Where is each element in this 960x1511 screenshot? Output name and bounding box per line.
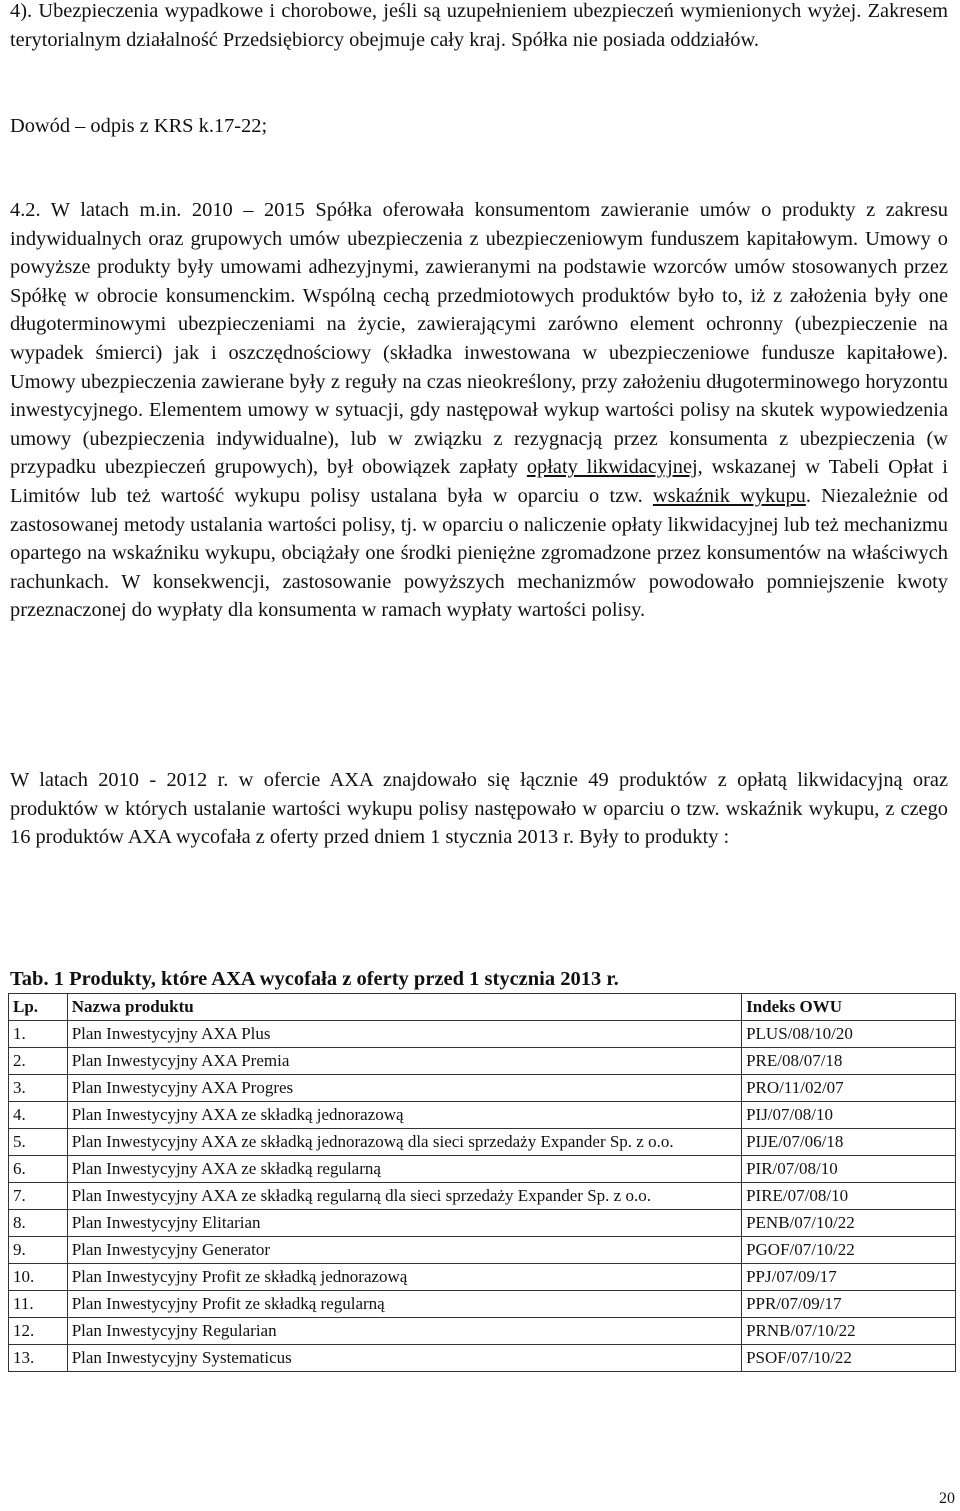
paragraph-evidence: Dowód – odpis z KRS k.17-22;: [10, 115, 268, 137]
cell-lp: 4.: [9, 1102, 68, 1129]
cell-owu-index: PRO/11/02/07: [742, 1075, 956, 1102]
cell-product-name: Plan Inwestycyjny Systematicus: [67, 1345, 741, 1372]
table-header-row: [9, 994, 956, 1021]
cell-owu-index: PPR/07/09/17: [742, 1291, 956, 1318]
header-lp: Lp.: [9, 994, 68, 1021]
table-row: [9, 1210, 956, 1237]
header-product-name: Nazwa produktu: [67, 994, 741, 1021]
cell-product-name: Plan Inwestycyjny AXA Progres: [67, 1075, 741, 1102]
section-text-part-2: , wskazanej w Tabeli Opłat i Limitów lub też wartość wykupu polisy ustalana była w oparciu o tzw.: [10, 456, 948, 507]
table-row: [9, 1075, 956, 1102]
cell-owu-index: PPJ/07/09/17: [742, 1264, 956, 1291]
cell-owu-index: PIJE/07/06/18: [742, 1129, 956, 1156]
cell-product-name: Plan Inwestycyjny AXA Plus: [67, 1021, 741, 1048]
cell-owu-index: PLUS/08/10/20: [742, 1021, 956, 1048]
cell-lp: 9.: [9, 1237, 68, 1264]
cell-lp: 6.: [9, 1156, 68, 1183]
cell-owu-index: PSOF/07/10/22: [742, 1345, 956, 1372]
cell-lp: 1.: [9, 1021, 68, 1048]
cell-lp: 5.: [9, 1129, 68, 1156]
page-number: 20: [939, 1490, 955, 1507]
cell-product-name: Plan Inwestycyjny Profit ze składką jednorazową: [67, 1264, 741, 1291]
cell-owu-index: PIRE/07/08/10: [742, 1183, 956, 1210]
table-row: [9, 1048, 956, 1075]
cell-product-name: Plan Inwestycyjny AXA ze składką jednorazową dla sieci sprzedaży Expander Sp. z o.o.: [67, 1129, 741, 1156]
cell-owu-index: PGOF/07/10/22: [742, 1237, 956, 1264]
header-owu-index: Indeks OWU: [742, 994, 956, 1021]
cell-lp: 11.: [9, 1291, 68, 1318]
cell-product-name: Plan Inwestycyjny Profit ze składką regularną: [67, 1291, 741, 1318]
table-row: [9, 1183, 956, 1210]
cell-product-name: Plan Inwestycyjny AXA Premia: [67, 1048, 741, 1075]
cell-owu-index: PRE/08/07/18: [742, 1048, 956, 1075]
cell-owu-index: PENB/07/10/22: [742, 1210, 956, 1237]
cell-lp: 12.: [9, 1318, 68, 1345]
table-row: [9, 1237, 956, 1264]
cell-product-name: Plan Inwestycyjny Regularian: [67, 1318, 741, 1345]
term-wskaznik-wykupu: wskaźnik wykupu: [652, 484, 806, 507]
section-text-part-3: . Niezależnie od zastosowanej metody ustalania wartości polisy, tj. w oparciu o naliczenie opłaty likwidacyjnej lub też mechanizmu opartego na wskaźniku wykupu, obciążały one środki pieniężne zgromadzone przez konsumentów na właściwych rachunkach. W konsekwencji, zastosowanie powyższych mechanizmów powodowało pomniejszenie kwoty przeznaczonej do wypłaty dla konsumenta w ramach wypłaty wartości polisy.: [10, 484, 949, 622]
table-row: [9, 1318, 956, 1345]
cell-lp: 7.: [9, 1183, 68, 1210]
table-row: [9, 1156, 956, 1183]
cell-product-name: Plan Inwestycyjny Elitarian: [67, 1210, 741, 1237]
cell-product-name: Plan Inwestycyjny Generator: [67, 1237, 741, 1264]
table-title: Tab. 1 Produkty, które AXA wycofała z oferty przed 1 stycznia 2013 r.: [10, 968, 619, 990]
cell-lp: 3.: [9, 1075, 68, 1102]
table-row: [9, 1021, 956, 1048]
section-text-part-1: 4.2. W latach m.in. 2010 – 2015 Spółka oferowała konsumentom zawieranie umów o produkty z zakresu indywidualnych oraz grupowych umów ubezpieczenia z ubezpieczeniowym funduszem kapitałowym. Umowy o powyższe produkty były umowami adhezyjnymi, zawieranymi na podstawie wzorców umów stosowanych przez Spółkę w obrocie konsumenckim. Wspólną cechą przedmiotowych produktów było to, iż z założenia były one długoterminowymi ubezpieczeniami na życie, zawierającymi zarówno element ochronny (ubezpieczenie na wypadek śmierci) jak i oszczędnościowy (składka inwestowana w ubezpieczeniowe fundusze kapitałowe). Umowy ubezpieczenia zawierane były z reguły na czas nieokreślony, przy założeniu długoterminowego horyzontu inwestycyjnego. Elementem umowy w sytuacji, gdy następował wykup wartości polisy na skutek wypowiedzenia umowy (ubezpieczenia indywidualne), lub w związku z rezygnacją przez konsumenta z ubezpieczenia (w przypadku ubezpieczeń grupowych), był obowiązek zapłaty: [10, 199, 948, 479]
cell-lp: 8.: [9, 1210, 68, 1237]
cell-owu-index: PIR/07/08/10: [742, 1156, 956, 1183]
table-row: [9, 1129, 956, 1156]
table-row: [9, 1345, 956, 1372]
cell-owu-index: PRNB/07/10/22: [742, 1318, 956, 1345]
paragraph-insurance-scope: 4). Ubezpieczenia wypadkowe i chorobowe, jeśli są uzupełnieniem ubezpieczeń wymienionych wyżej. Zakresem terytorialnym działalność Przedsiębiorcy obejmuje cały kraj. Spółka nie posiada oddziałów.: [10, 0, 948, 51]
cell-lp: 2.: [9, 1048, 68, 1075]
cell-lp: 13.: [9, 1345, 68, 1372]
term-oplata-likwidacyjna: opłaty likwidacyjnej: [526, 456, 698, 479]
table-row: [9, 1264, 956, 1291]
paragraph-section-4-2: [10, 196, 948, 625]
cell-lp: 10.: [9, 1264, 68, 1291]
products-table: [8, 993, 956, 1372]
paragraph-product-stats: W latach 2010 - 2012 r. w ofercie AXA znajdowało się łącznie 49 produktów z opłatą likwidacyjną oraz produktów w których ustalanie wartości wykupu polisy następowało w oparciu o tzw. wskaźnik wykupu, z czego 16 produktów AXA wycofała z oferty przed dniem 1 stycznia 2013 r. Były to produkty :: [10, 769, 948, 849]
cell-product-name: Plan Inwestycyjny AXA ze składką regularną dla sieci sprzedaży Expander Sp. z o.o.: [67, 1183, 741, 1210]
cell-product-name: Plan Inwestycyjny AXA ze składką jednorazową: [67, 1102, 741, 1129]
table-row: [9, 1102, 956, 1129]
cell-product-name: Plan Inwestycyjny AXA ze składką regularną: [67, 1156, 741, 1183]
cell-owu-index: PIJ/07/08/10: [742, 1102, 956, 1129]
table-row: [9, 1291, 956, 1318]
table-body: [9, 1021, 956, 1372]
